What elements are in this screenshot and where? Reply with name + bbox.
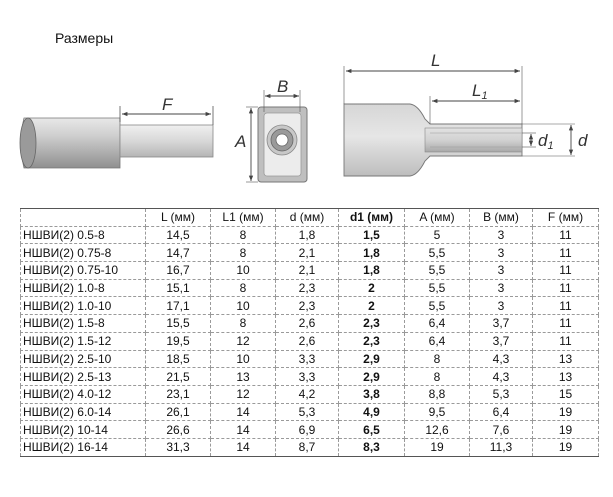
cell-F: 13 (533, 368, 599, 386)
cell-d1: 2 (339, 297, 405, 315)
column-header-model (21, 209, 146, 227)
cell-d: 1,8 (276, 226, 339, 244)
cell-L: 16,7 (146, 262, 211, 280)
cell-L1: 10 (211, 350, 276, 368)
table-row (21, 385, 599, 403)
cell-L1: 13 (211, 368, 276, 386)
cell-L1: 8 (211, 226, 276, 244)
cell-L: 15,1 (146, 279, 211, 297)
cell-model: НШВИ(2) 0.75-10 (21, 262, 146, 280)
cell-d1: 1,8 (339, 244, 405, 262)
cell-d: 2,6 (276, 332, 339, 350)
cell-L: 15,5 (146, 315, 211, 333)
cell-L1: 8 (211, 315, 276, 333)
column-header-d: d (мм) (276, 209, 339, 227)
cell-A: 8,8 (405, 385, 470, 403)
cell-F: 11 (533, 226, 599, 244)
cell-A: 8 (405, 350, 470, 368)
cell-A: 5,5 (405, 297, 470, 315)
cell-A: 6,4 (405, 332, 470, 350)
cell-F: 15 (533, 385, 599, 403)
cell-F: 13 (533, 350, 599, 368)
side-view-drawing (344, 66, 575, 176)
table-row (21, 315, 599, 333)
dimensions-table (20, 208, 599, 457)
cell-model: НШВИ(2) 0.75-8 (21, 244, 146, 262)
dim-label-B: B (277, 77, 289, 96)
cell-F: 11 (533, 297, 599, 315)
cell-d1: 2,9 (339, 350, 405, 368)
cell-L1: 14 (211, 421, 276, 439)
column-header-L: L (мм) (146, 209, 211, 227)
cell-d1: 2,3 (339, 332, 405, 350)
cell-B: 3 (470, 244, 533, 262)
cell-L: 23,1 (146, 385, 211, 403)
table-row (21, 350, 599, 368)
cell-d1: 2,3 (339, 315, 405, 333)
cell-F: 11 (533, 262, 599, 280)
cell-model: НШВИ(2) 2.5-10 (21, 350, 146, 368)
cell-A: 5,5 (405, 262, 470, 280)
dim-label-L: L (431, 51, 441, 70)
cell-L1: 14 (211, 438, 276, 456)
cell-model: НШВИ(2) 0.5-8 (21, 226, 146, 244)
cell-d1: 2,9 (339, 368, 405, 386)
table-row (21, 279, 599, 297)
cell-B: 5,3 (470, 385, 533, 403)
cell-d: 3,3 (276, 368, 339, 386)
cable-drawing (20, 106, 213, 168)
cell-L1: 8 (211, 279, 276, 297)
table-row (21, 226, 599, 244)
cell-d: 2,6 (276, 315, 339, 333)
cell-d: 6,9 (276, 421, 339, 439)
cell-B: 3 (470, 297, 533, 315)
cell-A: 8 (405, 368, 470, 386)
dim-label-A: A (235, 132, 247, 151)
cell-F: 11 (533, 244, 599, 262)
table-row (21, 368, 599, 386)
cell-d: 4,2 (276, 385, 339, 403)
cell-d: 2,3 (276, 279, 339, 297)
cell-d1: 4,9 (339, 403, 405, 421)
cell-L: 19,5 (146, 332, 211, 350)
cell-model: НШВИ(2) 1.0-8 (21, 279, 146, 297)
cell-L: 18,5 (146, 350, 211, 368)
cell-B: 3 (470, 262, 533, 280)
front-view-drawing (246, 90, 307, 182)
cell-L: 14,7 (146, 244, 211, 262)
cell-B: 3,7 (470, 332, 533, 350)
cell-L: 17,1 (146, 297, 211, 315)
cell-F: 11 (533, 315, 599, 333)
cell-A: 19 (405, 438, 470, 456)
cell-B: 4,3 (470, 350, 533, 368)
dim-label-d: d (578, 131, 588, 150)
cell-d1: 6,5 (339, 421, 405, 439)
cell-model: НШВИ(2) 1.0-10 (21, 297, 146, 315)
cell-model: НШВИ(2) 1.5-12 (21, 332, 146, 350)
cell-d: 2,3 (276, 297, 339, 315)
cell-B: 7,6 (470, 421, 533, 439)
dimension-diagram (0, 0, 613, 205)
dim-label-L1: L1 (472, 81, 488, 102)
cell-model: НШВИ(2) 6.0-14 (21, 403, 146, 421)
cell-model: НШВИ(2) 16-14 (21, 438, 146, 456)
cell-F: 11 (533, 279, 599, 297)
cell-d: 5,3 (276, 403, 339, 421)
cell-model: НШВИ(2) 4.0-12 (21, 385, 146, 403)
cell-L1: 8 (211, 244, 276, 262)
cell-B: 3 (470, 226, 533, 244)
cell-F: 19 (533, 403, 599, 421)
page-heading: Размеры (55, 30, 114, 46)
cell-d1: 1,5 (339, 226, 405, 244)
cell-d1: 2 (339, 279, 405, 297)
cell-d1: 1,8 (339, 262, 405, 280)
cell-A: 12,6 (405, 421, 470, 439)
cell-d: 2,1 (276, 244, 339, 262)
cell-B: 6,4 (470, 403, 533, 421)
cell-L1: 10 (211, 262, 276, 280)
cell-A: 5,5 (405, 244, 470, 262)
cell-A: 9,5 (405, 403, 470, 421)
cell-L1: 14 (211, 403, 276, 421)
cell-d: 2,1 (276, 262, 339, 280)
cell-L: 14,5 (146, 226, 211, 244)
cell-model: НШВИ(2) 2.5-13 (21, 368, 146, 386)
table-row (21, 297, 599, 315)
cell-B: 11,3 (470, 438, 533, 456)
table-body (21, 226, 599, 456)
cell-L: 31,3 (146, 438, 211, 456)
table-row (21, 421, 599, 439)
cell-B: 3 (470, 279, 533, 297)
column-header-A: A (мм) (405, 209, 470, 227)
column-header-L1: L1 (мм) (211, 209, 276, 227)
cell-L: 21,5 (146, 368, 211, 386)
cell-F: 19 (533, 438, 599, 456)
table-row (21, 403, 599, 421)
cell-B: 4,3 (470, 368, 533, 386)
column-header-d1: d1 (мм) (339, 209, 405, 227)
column-header-F: F (мм) (533, 209, 599, 227)
cell-F: 19 (533, 421, 599, 439)
cell-A: 6,4 (405, 315, 470, 333)
cell-L1: 10 (211, 297, 276, 315)
cell-d: 3,3 (276, 350, 339, 368)
table-row (21, 262, 599, 280)
dim-label-d1: d1 (538, 131, 554, 152)
table-row (21, 438, 599, 456)
cell-A: 5 (405, 226, 470, 244)
table-row (21, 244, 599, 262)
cell-d1: 8,3 (339, 438, 405, 456)
table-row (21, 332, 599, 350)
cell-A: 5,5 (405, 279, 470, 297)
table-header-row (21, 209, 599, 227)
cell-L: 26,1 (146, 403, 211, 421)
cell-L: 26,6 (146, 421, 211, 439)
cell-L1: 12 (211, 385, 276, 403)
cell-d: 8,7 (276, 438, 339, 456)
column-header-B: B (мм) (470, 209, 533, 227)
dim-label-F: F (162, 95, 173, 114)
cell-L1: 12 (211, 332, 276, 350)
cell-model: НШВИ(2) 1.5-8 (21, 315, 146, 333)
cell-F: 11 (533, 332, 599, 350)
cell-model: НШВИ(2) 10-14 (21, 421, 146, 439)
cell-B: 3,7 (470, 315, 533, 333)
cell-d1: 3,8 (339, 385, 405, 403)
